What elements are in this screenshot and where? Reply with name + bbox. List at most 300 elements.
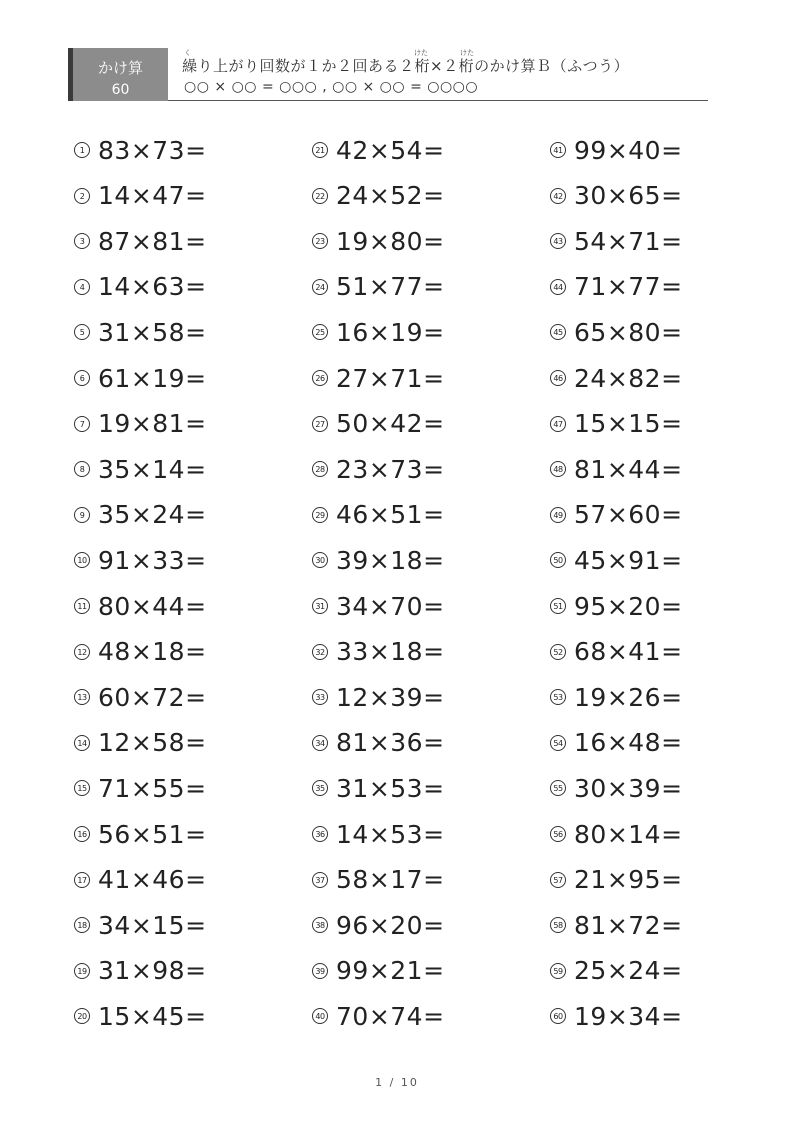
equals-sign: = <box>423 682 445 712</box>
problem-expression <box>336 136 445 165</box>
multiplier: 24 <box>152 500 186 530</box>
problem-expression <box>574 546 683 575</box>
times-sign: × <box>130 409 153 439</box>
problem-number: 29 <box>312 507 328 523</box>
multiplier: 82 <box>628 363 662 393</box>
times-sign: × <box>368 910 391 940</box>
equals-sign: = <box>423 409 445 439</box>
times-sign: × <box>130 956 153 986</box>
problem-number: 35 <box>312 780 328 796</box>
problem-item <box>550 770 683 806</box>
equals-sign: = <box>185 637 207 667</box>
problem-expression <box>574 637 683 666</box>
equals-sign: = <box>423 454 445 484</box>
problem-expression <box>336 1002 445 1031</box>
multiplier: 48 <box>628 728 662 758</box>
problem-number: 25 <box>312 324 328 340</box>
times-sign: × <box>368 500 391 530</box>
times-sign: × <box>606 728 629 758</box>
multiplicand: 81 <box>336 728 369 758</box>
problem-expression <box>574 500 683 529</box>
problem-item <box>312 953 445 989</box>
multiplier: 95 <box>628 865 662 895</box>
problem-expression <box>574 136 683 165</box>
ruby-keta-2: けた <box>460 49 474 57</box>
multiplier: 81 <box>152 409 186 439</box>
equals-sign: = <box>661 865 683 895</box>
problem-expression <box>336 911 445 940</box>
equals-sign: = <box>185 728 207 758</box>
multiplicand: 99 <box>336 956 369 986</box>
multiplier: 17 <box>390 865 424 895</box>
multiplicand: 81 <box>574 454 607 484</box>
problem-expression <box>336 820 445 849</box>
equals-sign: = <box>423 910 445 940</box>
multiplicand: 81 <box>574 910 607 940</box>
problem-number: 44 <box>550 279 566 295</box>
problem-number: 40 <box>312 1008 328 1024</box>
equals-sign: = <box>185 500 207 530</box>
problem-item <box>312 998 445 1034</box>
equals-sign: = <box>661 773 683 803</box>
problem-number: 22 <box>312 188 328 204</box>
multiplier: 63 <box>152 272 186 302</box>
problem-item <box>550 406 683 442</box>
multiplicand: 56 <box>98 819 131 849</box>
multiplier: 45 <box>152 1001 186 1031</box>
problem-number: 24 <box>312 279 328 295</box>
problem-expression <box>98 272 207 301</box>
multiplicand: 54 <box>574 226 607 256</box>
problem-item <box>550 679 683 715</box>
problem-item <box>74 907 207 943</box>
times-sign: × <box>368 409 391 439</box>
problem-expression <box>336 546 445 575</box>
multiplicand: 51 <box>336 272 369 302</box>
multiplicand: 99 <box>574 135 607 165</box>
problem-expression <box>98 500 207 529</box>
multiplier: 60 <box>628 500 662 530</box>
times-sign: × <box>368 773 391 803</box>
multiplier: 18 <box>152 637 186 667</box>
problem-expression <box>98 455 207 484</box>
times-sign: × <box>130 637 153 667</box>
problem-expression <box>574 318 683 347</box>
problem-item <box>74 178 207 214</box>
times-sign: × <box>606 226 629 256</box>
problem-number: 28 <box>312 461 328 477</box>
problem-item <box>74 223 207 259</box>
problem-number: 33 <box>312 689 328 705</box>
equals-sign: = <box>661 317 683 347</box>
problem-item <box>74 360 207 396</box>
problem-item <box>312 588 445 624</box>
multiplier: 73 <box>390 454 424 484</box>
multiplier: 40 <box>628 135 662 165</box>
problem-expression <box>98 911 207 940</box>
problem-expression <box>98 728 207 757</box>
problem-item <box>550 862 683 898</box>
problem-number: 21 <box>312 142 328 158</box>
problem-number: 60 <box>550 1008 566 1024</box>
problem-number: 53 <box>550 689 566 705</box>
times-sign: × <box>130 500 153 530</box>
multiplier: 55 <box>152 773 186 803</box>
equals-sign: = <box>661 819 683 849</box>
multiplier: 74 <box>390 1001 424 1031</box>
problem-item <box>550 132 683 168</box>
problem-expression <box>574 911 683 940</box>
problem-number: 38 <box>312 917 328 933</box>
multiplier: 58 <box>152 728 186 758</box>
problem-item <box>74 269 207 305</box>
problem-item <box>550 634 683 670</box>
problem-expression <box>336 774 445 803</box>
problem-expression <box>574 227 683 256</box>
multiplier: 24 <box>628 956 662 986</box>
times-sign: × <box>606 637 629 667</box>
problem-expression <box>98 774 207 803</box>
problem-number: 8 <box>74 461 90 477</box>
equals-sign: = <box>185 1001 207 1031</box>
multiplicand: 35 <box>98 500 131 530</box>
multiplier: 44 <box>152 591 186 621</box>
problem-expression <box>98 227 207 256</box>
problem-item <box>312 406 445 442</box>
problem-item <box>550 178 683 214</box>
times-sign: × <box>368 1001 391 1031</box>
equals-sign: = <box>423 637 445 667</box>
worksheet-pattern: ○○ × ○○ = ○○○ , ○○ × ○○ = ○○○○ <box>184 79 479 95</box>
multiplier: 73 <box>152 135 186 165</box>
problem-item <box>550 451 683 487</box>
problem-number: 49 <box>550 507 566 523</box>
multiplicand: 21 <box>574 865 607 895</box>
times-sign: × <box>368 135 391 165</box>
problem-expression <box>336 272 445 301</box>
problem-item <box>74 451 207 487</box>
worksheet-title: 繰り上がり回数が１か２回ある２桁×２桁のかけ算Ｂ（ふつう） <box>182 57 630 75</box>
problem-expression <box>336 455 445 484</box>
problem-number: 13 <box>74 689 90 705</box>
problem-expression <box>98 364 207 393</box>
times-sign: × <box>368 956 391 986</box>
multiplier: 41 <box>628 637 662 667</box>
problem-item <box>550 360 683 396</box>
problem-number: 36 <box>312 826 328 842</box>
problem-number: 11 <box>74 598 90 614</box>
problem-item <box>550 223 683 259</box>
times-sign: × <box>606 591 629 621</box>
multiplicand: 14 <box>98 181 131 211</box>
multiplier: 70 <box>390 591 424 621</box>
equals-sign: = <box>185 819 207 849</box>
equals-sign: = <box>661 363 683 393</box>
multiplicand: 80 <box>98 591 131 621</box>
times-sign: × <box>368 363 391 393</box>
multiplicand: 19 <box>336 226 369 256</box>
problem-item <box>312 725 445 761</box>
problem-number: 47 <box>550 416 566 432</box>
times-sign: × <box>130 272 153 302</box>
problem-number: 9 <box>74 507 90 523</box>
multiplicand: 58 <box>336 865 369 895</box>
problem-expression <box>336 500 445 529</box>
times-sign: × <box>368 454 391 484</box>
times-sign: × <box>368 865 391 895</box>
problem-expression <box>574 409 683 438</box>
multiplicand: 68 <box>574 637 607 667</box>
multiplier: 71 <box>628 226 662 256</box>
problem-expression <box>574 956 683 985</box>
multiplicand: 45 <box>574 545 607 575</box>
multiplicand: 30 <box>574 773 607 803</box>
problem-item <box>312 223 445 259</box>
equals-sign: = <box>185 317 207 347</box>
times-sign: × <box>368 181 391 211</box>
equals-sign: = <box>661 545 683 575</box>
equals-sign: = <box>423 181 445 211</box>
equals-sign: = <box>661 637 683 667</box>
multiplicand: 19 <box>98 409 131 439</box>
equals-sign: = <box>185 773 207 803</box>
problem-item <box>74 770 207 806</box>
problem-number: 56 <box>550 826 566 842</box>
problem-number: 48 <box>550 461 566 477</box>
problem-expression <box>336 592 445 621</box>
equals-sign: = <box>661 181 683 211</box>
multiplier: 15 <box>152 910 186 940</box>
problem-item <box>74 497 207 533</box>
equals-sign: = <box>661 1001 683 1031</box>
times-sign: × <box>606 409 629 439</box>
problem-item <box>312 178 445 214</box>
multiplier: 46 <box>152 865 186 895</box>
multiplier: 39 <box>628 773 662 803</box>
times-sign: × <box>606 135 629 165</box>
problem-number: 2 <box>74 188 90 204</box>
problem-expression <box>98 637 207 666</box>
problem-number: 51 <box>550 598 566 614</box>
problem-number: 15 <box>74 780 90 796</box>
problem-number: 23 <box>312 233 328 249</box>
problem-number: 19 <box>74 963 90 979</box>
problem-item <box>550 497 683 533</box>
problem-expression <box>98 409 207 438</box>
times-sign: × <box>606 1001 629 1031</box>
problem-number: 57 <box>550 872 566 888</box>
times-sign: × <box>606 956 629 986</box>
times-sign: × <box>606 910 629 940</box>
multiplicand: 31 <box>98 956 131 986</box>
problem-item <box>312 770 445 806</box>
equals-sign: = <box>185 591 207 621</box>
multiplicand: 70 <box>336 1001 369 1031</box>
equals-sign: = <box>661 591 683 621</box>
problem-item <box>312 816 445 852</box>
problem-number: 20 <box>74 1008 90 1024</box>
problem-number: 10 <box>74 552 90 568</box>
problem-expression <box>336 181 445 210</box>
problem-item <box>312 497 445 533</box>
multiplier: 80 <box>628 317 662 347</box>
problem-number: 45 <box>550 324 566 340</box>
equals-sign: = <box>185 454 207 484</box>
equals-sign: = <box>661 728 683 758</box>
problem-expression <box>98 865 207 894</box>
multiplicand: 57 <box>574 500 607 530</box>
multiplier: 44 <box>628 454 662 484</box>
multiplier: 51 <box>152 819 186 849</box>
category-label: かけ算 <box>97 59 143 77</box>
problem-expression <box>98 318 207 347</box>
multiplicand: 27 <box>336 363 369 393</box>
equals-sign: = <box>661 454 683 484</box>
times-sign: × <box>130 591 153 621</box>
times-sign: × <box>606 500 629 530</box>
equals-sign: = <box>423 956 445 986</box>
times-sign: × <box>130 1001 153 1031</box>
multiplier: 14 <box>152 454 186 484</box>
problem-expression <box>336 637 445 666</box>
problem-number: 59 <box>550 963 566 979</box>
multiplier: 42 <box>390 409 424 439</box>
multiplicand: 80 <box>574 819 607 849</box>
equals-sign: = <box>423 226 445 256</box>
times-sign: × <box>606 272 629 302</box>
problem-number: 30 <box>312 552 328 568</box>
problem-number: 46 <box>550 370 566 386</box>
problem-item <box>312 360 445 396</box>
problem-number: 42 <box>550 188 566 204</box>
multiplier: 19 <box>390 317 424 347</box>
times-sign: × <box>130 545 153 575</box>
multiplier: 21 <box>390 956 424 986</box>
problem-expression <box>336 728 445 757</box>
problem-expression <box>574 181 683 210</box>
problem-expression <box>98 136 207 165</box>
equals-sign: = <box>185 181 207 211</box>
problem-item <box>550 542 683 578</box>
times-sign: × <box>368 728 391 758</box>
problem-number: 16 <box>74 826 90 842</box>
times-sign: × <box>130 181 153 211</box>
ruby-keta-1: けた <box>414 49 428 57</box>
multiplicand: 19 <box>574 682 607 712</box>
equals-sign: = <box>423 591 445 621</box>
problem-item <box>312 862 445 898</box>
equals-sign: = <box>185 226 207 256</box>
times-sign: × <box>130 910 153 940</box>
problem-item <box>74 406 207 442</box>
times-sign: × <box>606 454 629 484</box>
problem-expression <box>98 546 207 575</box>
multiplicand: 14 <box>336 819 369 849</box>
equals-sign: = <box>423 773 445 803</box>
multiplier: 36 <box>390 728 424 758</box>
problem-number: 50 <box>550 552 566 568</box>
multiplier: 72 <box>152 682 186 712</box>
equals-sign: = <box>423 1001 445 1031</box>
times-sign: × <box>130 135 153 165</box>
multiplier: 39 <box>390 682 424 712</box>
problem-expression <box>98 683 207 712</box>
page-number: 1 / 10 <box>375 1076 419 1089</box>
multiplicand: 12 <box>336 682 369 712</box>
problem-expression <box>574 683 683 712</box>
multiplicand: 31 <box>336 773 369 803</box>
multiplier: 18 <box>390 637 424 667</box>
worksheet-number: 60 <box>111 82 130 98</box>
times-sign: × <box>368 226 391 256</box>
multiplicand: 15 <box>574 409 607 439</box>
problem-item <box>312 269 445 305</box>
problem-item <box>550 998 683 1034</box>
problem-number: 39 <box>312 963 328 979</box>
problem-item <box>550 588 683 624</box>
times-sign: × <box>130 226 153 256</box>
multiplicand: 16 <box>574 728 607 758</box>
problem-number: 52 <box>550 644 566 660</box>
multiplicand: 34 <box>336 591 369 621</box>
problem-item <box>74 725 207 761</box>
multiplier: 53 <box>390 819 424 849</box>
multiplicand: 19 <box>574 1001 607 1031</box>
multiplicand: 25 <box>574 956 607 986</box>
multiplicand: 30 <box>574 181 607 211</box>
times-sign: × <box>130 363 153 393</box>
problem-item <box>312 451 445 487</box>
multiplier: 14 <box>628 819 662 849</box>
multiplier: 65 <box>628 181 662 211</box>
multiplicand: 65 <box>574 317 607 347</box>
multiplicand: 42 <box>336 135 369 165</box>
multiplier: 47 <box>152 181 186 211</box>
multiplicand: 87 <box>98 226 131 256</box>
multiplier: 77 <box>628 272 662 302</box>
ruby-kuri: く <box>184 49 191 57</box>
multiplicand: 96 <box>336 910 369 940</box>
equals-sign: = <box>423 272 445 302</box>
problem-expression <box>574 364 683 393</box>
problem-number: 26 <box>312 370 328 386</box>
times-sign: × <box>368 819 391 849</box>
multiplier: 53 <box>390 773 424 803</box>
multiplier: 20 <box>390 910 424 940</box>
equals-sign: = <box>185 865 207 895</box>
problem-number: 43 <box>550 233 566 249</box>
multiplicand: 83 <box>98 135 131 165</box>
problem-expression <box>574 820 683 849</box>
problem-item <box>74 634 207 670</box>
problem-number: 7 <box>74 416 90 432</box>
equals-sign: = <box>661 226 683 256</box>
equals-sign: = <box>661 500 683 530</box>
problem-expression <box>336 318 445 347</box>
problem-expression <box>336 364 445 393</box>
equals-sign: = <box>423 819 445 849</box>
equals-sign: = <box>661 135 683 165</box>
multiplicand: 95 <box>574 591 607 621</box>
equals-sign: = <box>185 409 207 439</box>
equals-sign: = <box>661 409 683 439</box>
problem-expression <box>98 592 207 621</box>
problem-item <box>550 725 683 761</box>
multiplicand: 48 <box>98 637 131 667</box>
multiplier: 98 <box>152 956 186 986</box>
times-sign: × <box>130 317 153 347</box>
problem-item <box>74 542 207 578</box>
